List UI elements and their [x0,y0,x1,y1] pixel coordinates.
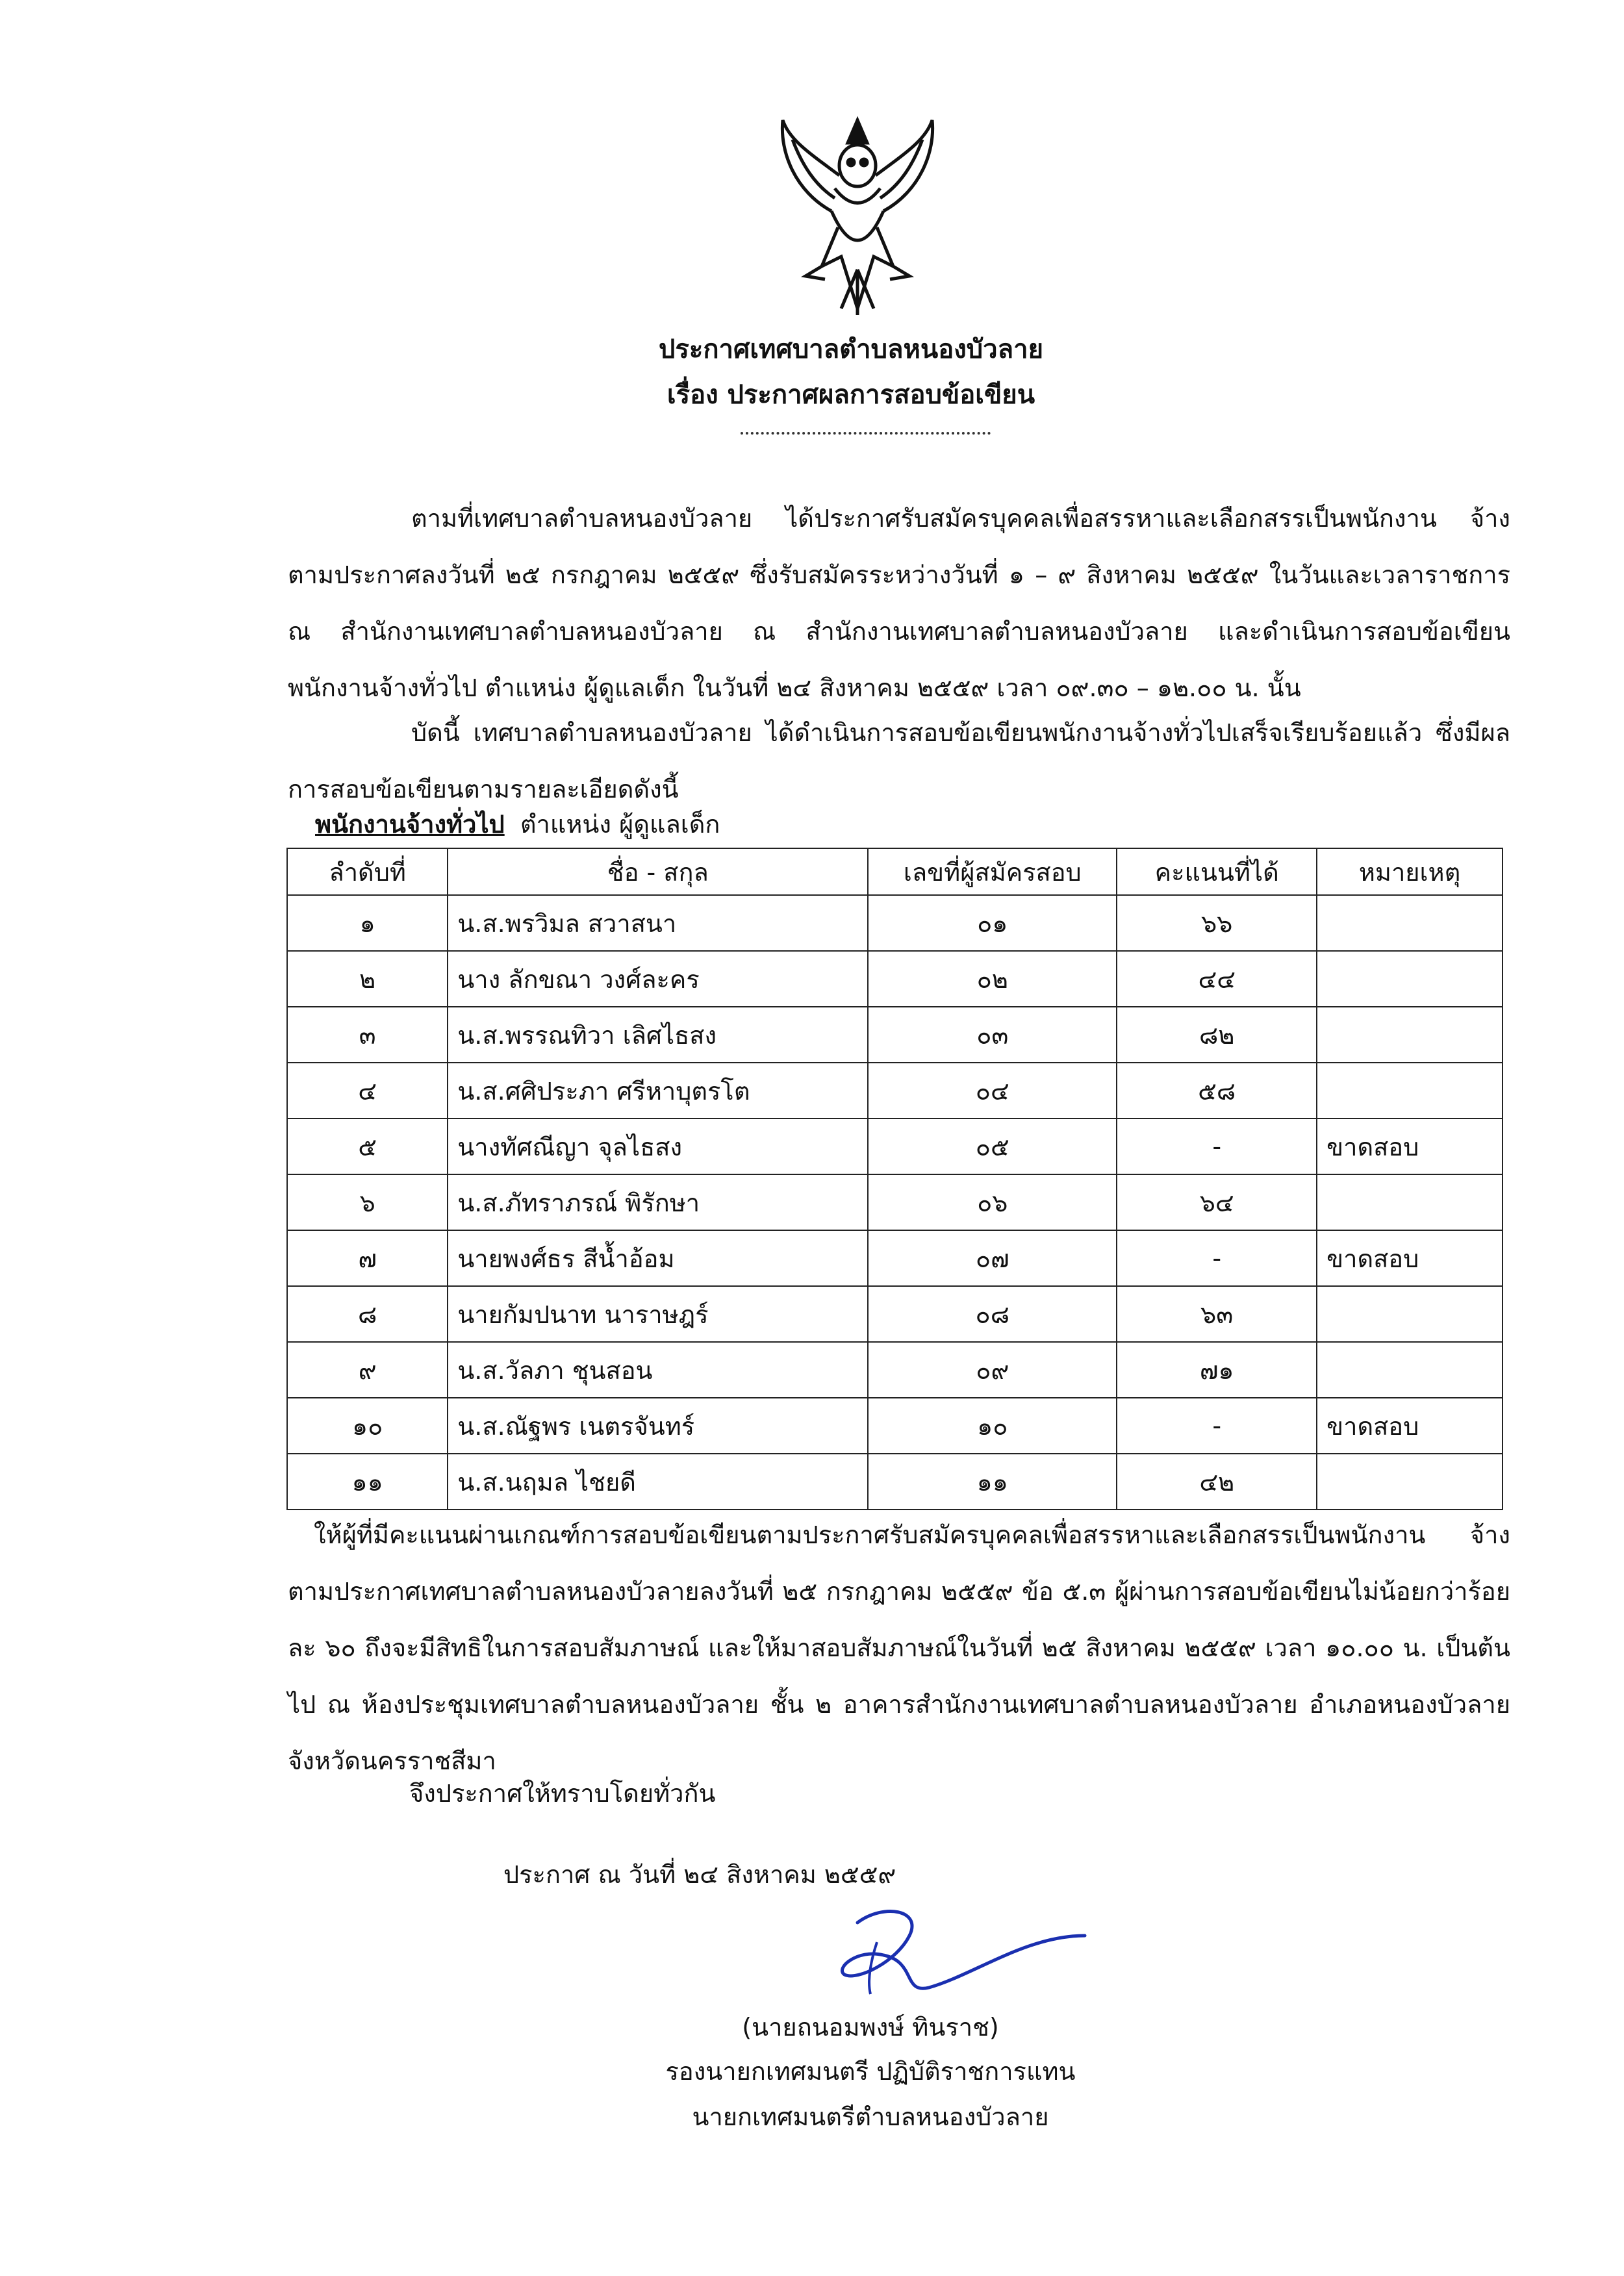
cell-applicant-id: ๐๔ [868,1063,1117,1119]
table-row [287,1063,1503,1119]
document-title: ประกาศเทศบาลตำบลหนองบัวลาย [658,335,1044,364]
cell-note [1317,895,1503,951]
paragraph-interview-first: ให้ผู้ที่มีคะแนนผ่านเกณฑ์การสอบข้อเขียนตามประกาศรับสมัครบุคคลเพื่อสรรหาและเลือกสรรเป็นพนักงาน [314,1521,1426,1549]
cell-score: ๕๘ [1117,1063,1317,1119]
table-row [287,895,1503,951]
cell-name: น.ส.พรวิมล สวาสนา [448,895,868,951]
paragraph-result-first: บัดนี้ เทศบาลตำบลหนองบัวลาย ได้ดำเนินการสอบข้อเขียนพนักงานจ้างทั่วไปเสร็จเรียบร้อยแล้ว [411,718,1423,747]
header-name: ชื่อ - สกุล [448,848,868,895]
table-row [287,1286,1503,1342]
cell-name: นายกัมปนาท นาราษฎร์ [448,1286,868,1342]
cell-applicant-id: ๐๕ [868,1119,1117,1174]
cell-name: น.ส.วัลภา ชุนสอน [448,1342,868,1398]
cell-no: ๒ [287,951,448,1007]
table-row [287,1342,1503,1398]
cell-applicant-id: ๐๘ [868,1286,1117,1342]
cell-score: ๖๖ [1117,895,1317,951]
paragraph-intro-rest: จ้าง ตามประกาศลงวันที่ ๒๕ กรกฎาคม ๒๕๕๙ ซึ่งรับสมัครระหว่างวันที่ ๑ – ๙ สิงหาคม ๒๕๕๙ ในวันและเวลาราชการ ณ สำนักงานเทศบาลตำบลหนองบัวลาย ณ สำนักงานเทศบาลตำบลหนองบัวลาย และดำเนินการสอบข้อเขียนพนักงานจ้างทั่วไป ตำแหน่ง ผู้ดูแลเด็ก ในวันที่ ๒๔ สิงหาคม ๒๕๕๙ เวลา ๐๙.๓๐ – ๑๒.๐๐ น. นั้น [288,504,1510,702]
cell-note [1317,1342,1503,1398]
table-row [287,1454,1503,1510]
cell-no: ๖ [287,1174,448,1230]
cell-no: ๗ [287,1230,448,1286]
cell-score: - [1117,1398,1317,1454]
cell-applicant-id: ๐๗ [868,1230,1117,1286]
paragraph-result [288,705,1510,818]
garuda-emblem-icon [770,114,945,322]
cell-no: ๘ [287,1286,448,1342]
signer-title-2: นายกเทศมนตรีตำบลหนองบัวลาย [692,2103,1049,2131]
table-row [287,1174,1503,1230]
cell-score: ๗๑ [1117,1342,1317,1398]
signer-name: (นายถนอมพงษ์ ทินราช) [742,2013,999,2042]
cell-applicant-id: ๐๑ [868,895,1117,951]
cell-applicant-id: ๐๙ [868,1342,1117,1398]
closing-announcement: จึงประกาศให้ทราบโดยทั่วกัน [409,1779,716,1808]
cell-note: ขาดสอบ [1317,1398,1503,1454]
cell-note [1317,951,1503,1007]
cell-score: ๖๔ [1117,1174,1317,1230]
paragraph-intro [288,490,1510,716]
separator-dots [741,419,991,435]
cell-applicant-id: ๑๑ [868,1454,1117,1510]
cell-score: ๖๓ [1117,1286,1317,1342]
cell-no: ๙ [287,1342,448,1398]
table-row [287,1398,1503,1454]
cell-score: - [1117,1230,1317,1286]
cell-note [1317,1286,1503,1342]
section-heading [315,804,720,844]
cell-note [1317,1063,1503,1119]
cell-note [1317,1454,1503,1510]
cell-score: ๔๒ [1117,1454,1317,1510]
paragraph-interview-rest: จ้าง ตามประกาศเทศบาลตำบลหนองบัวลายลงวันที่ ๒๕ กรกฎาคม ๒๕๕๙ ข้อ ๕.๓ ผู้ผ่านการสอบข้อเขียนไม่น้อยกว่าร้อยละ ๖๐ ถึงจะมีสิทธิในการสอบสัมภาษณ์ และให้มาสอบสัมภาษณ์ในวันที่ ๒๕ สิงหาคม ๒๕๕๙ เวลา ๑๐.๐๐ น. เป็นต้นไป ณ ห้องประชุมเทศบาลตำบลหนองบัวลาย ชั้น ๒ อาคารสำนักงานเทศบาลตำบลหนองบัวลาย อำเภอหนองบัวลาย จังหวัดนครราชสีมา [288,1521,1510,1775]
header-score: คะแนนที่ได้ [1117,848,1317,895]
signature-icon [831,1897,1091,2007]
cell-no: ๔ [287,1063,448,1119]
cell-score: ๔๔ [1117,951,1317,1007]
cell-applicant-id: ๑๐ [868,1398,1117,1454]
cell-no: ๕ [287,1119,448,1174]
table-row [287,951,1503,1007]
cell-name: น.ส.ศศิประภา ศรีหาบุตรโต [448,1063,868,1119]
signer-title: รองนายกเทศมนตรี ปฏิบัติราชการแทน [665,2057,1076,2086]
cell-name: น.ส.ณัฐพร เนตรจันทร์ [448,1398,868,1454]
cell-name: นายพงศ์ธร สีน้ำอ้อม [448,1230,868,1286]
cell-name: น.ส.ภัทราภรณ์ พิรักษา [448,1174,868,1230]
section-position: ตำแหน่ง ผู้ดูแลเด็ก [520,810,720,839]
section-label: พนักงานจ้างทั่วไป [315,810,505,839]
cell-no: ๑๑ [287,1454,448,1510]
table-row [287,1007,1503,1063]
cell-score: - [1117,1119,1317,1174]
cell-applicant-id: ๐๒ [868,951,1117,1007]
header-note: หมายเหตุ [1317,848,1503,895]
table-header-row [287,848,1503,895]
cell-score: ๘๒ [1117,1007,1317,1063]
cell-note [1317,1007,1503,1063]
cell-name: นางทัศณีญา จุลไธสง [448,1119,868,1174]
table-row [287,1119,1503,1174]
table-row [287,1230,1503,1286]
cell-note: ขาดสอบ [1317,1230,1503,1286]
cell-applicant-id: ๐๖ [868,1174,1117,1230]
cell-name: น.ส.พรรณทิวา เลิศไธสง [448,1007,868,1063]
header-applicant-id: เลขที่ผู้สมัครสอบ [868,848,1117,895]
cell-no: ๑ [287,895,448,951]
results-table [286,848,1503,1510]
cell-note: ขาดสอบ [1317,1119,1503,1174]
paragraph-result-rest: ซึ่งมีผลการสอบข้อเขียนตามรายละเอียดดังนี้ [288,718,1510,803]
paragraph-intro-first: ตามที่เทศบาลตำบลหนองบัวลาย ได้ประกาศรับสมัครบุคคลเพื่อสรรหาและเลือกสรรเป็นพนักงาน [411,504,1437,533]
cell-applicant-id: ๐๓ [868,1007,1117,1063]
cell-no: ๑๐ [287,1398,448,1454]
cell-name: น.ส.นฤมล ไชยดี [448,1454,868,1510]
header-no: ลำดับที่ [287,848,448,895]
document-subject: เรื่อง ประกาศผลการสอบข้อเขียน [666,380,1035,410]
announcement-date: ประกาศ ณ วันที่ ๒๔ สิงหาคม ๒๕๕๙ [503,1860,896,1889]
cell-note [1317,1174,1503,1230]
paragraph-interview [288,1507,1510,1789]
cell-name: นาง ลักขณา วงศ์ละคร [448,951,868,1007]
cell-no: ๓ [287,1007,448,1063]
